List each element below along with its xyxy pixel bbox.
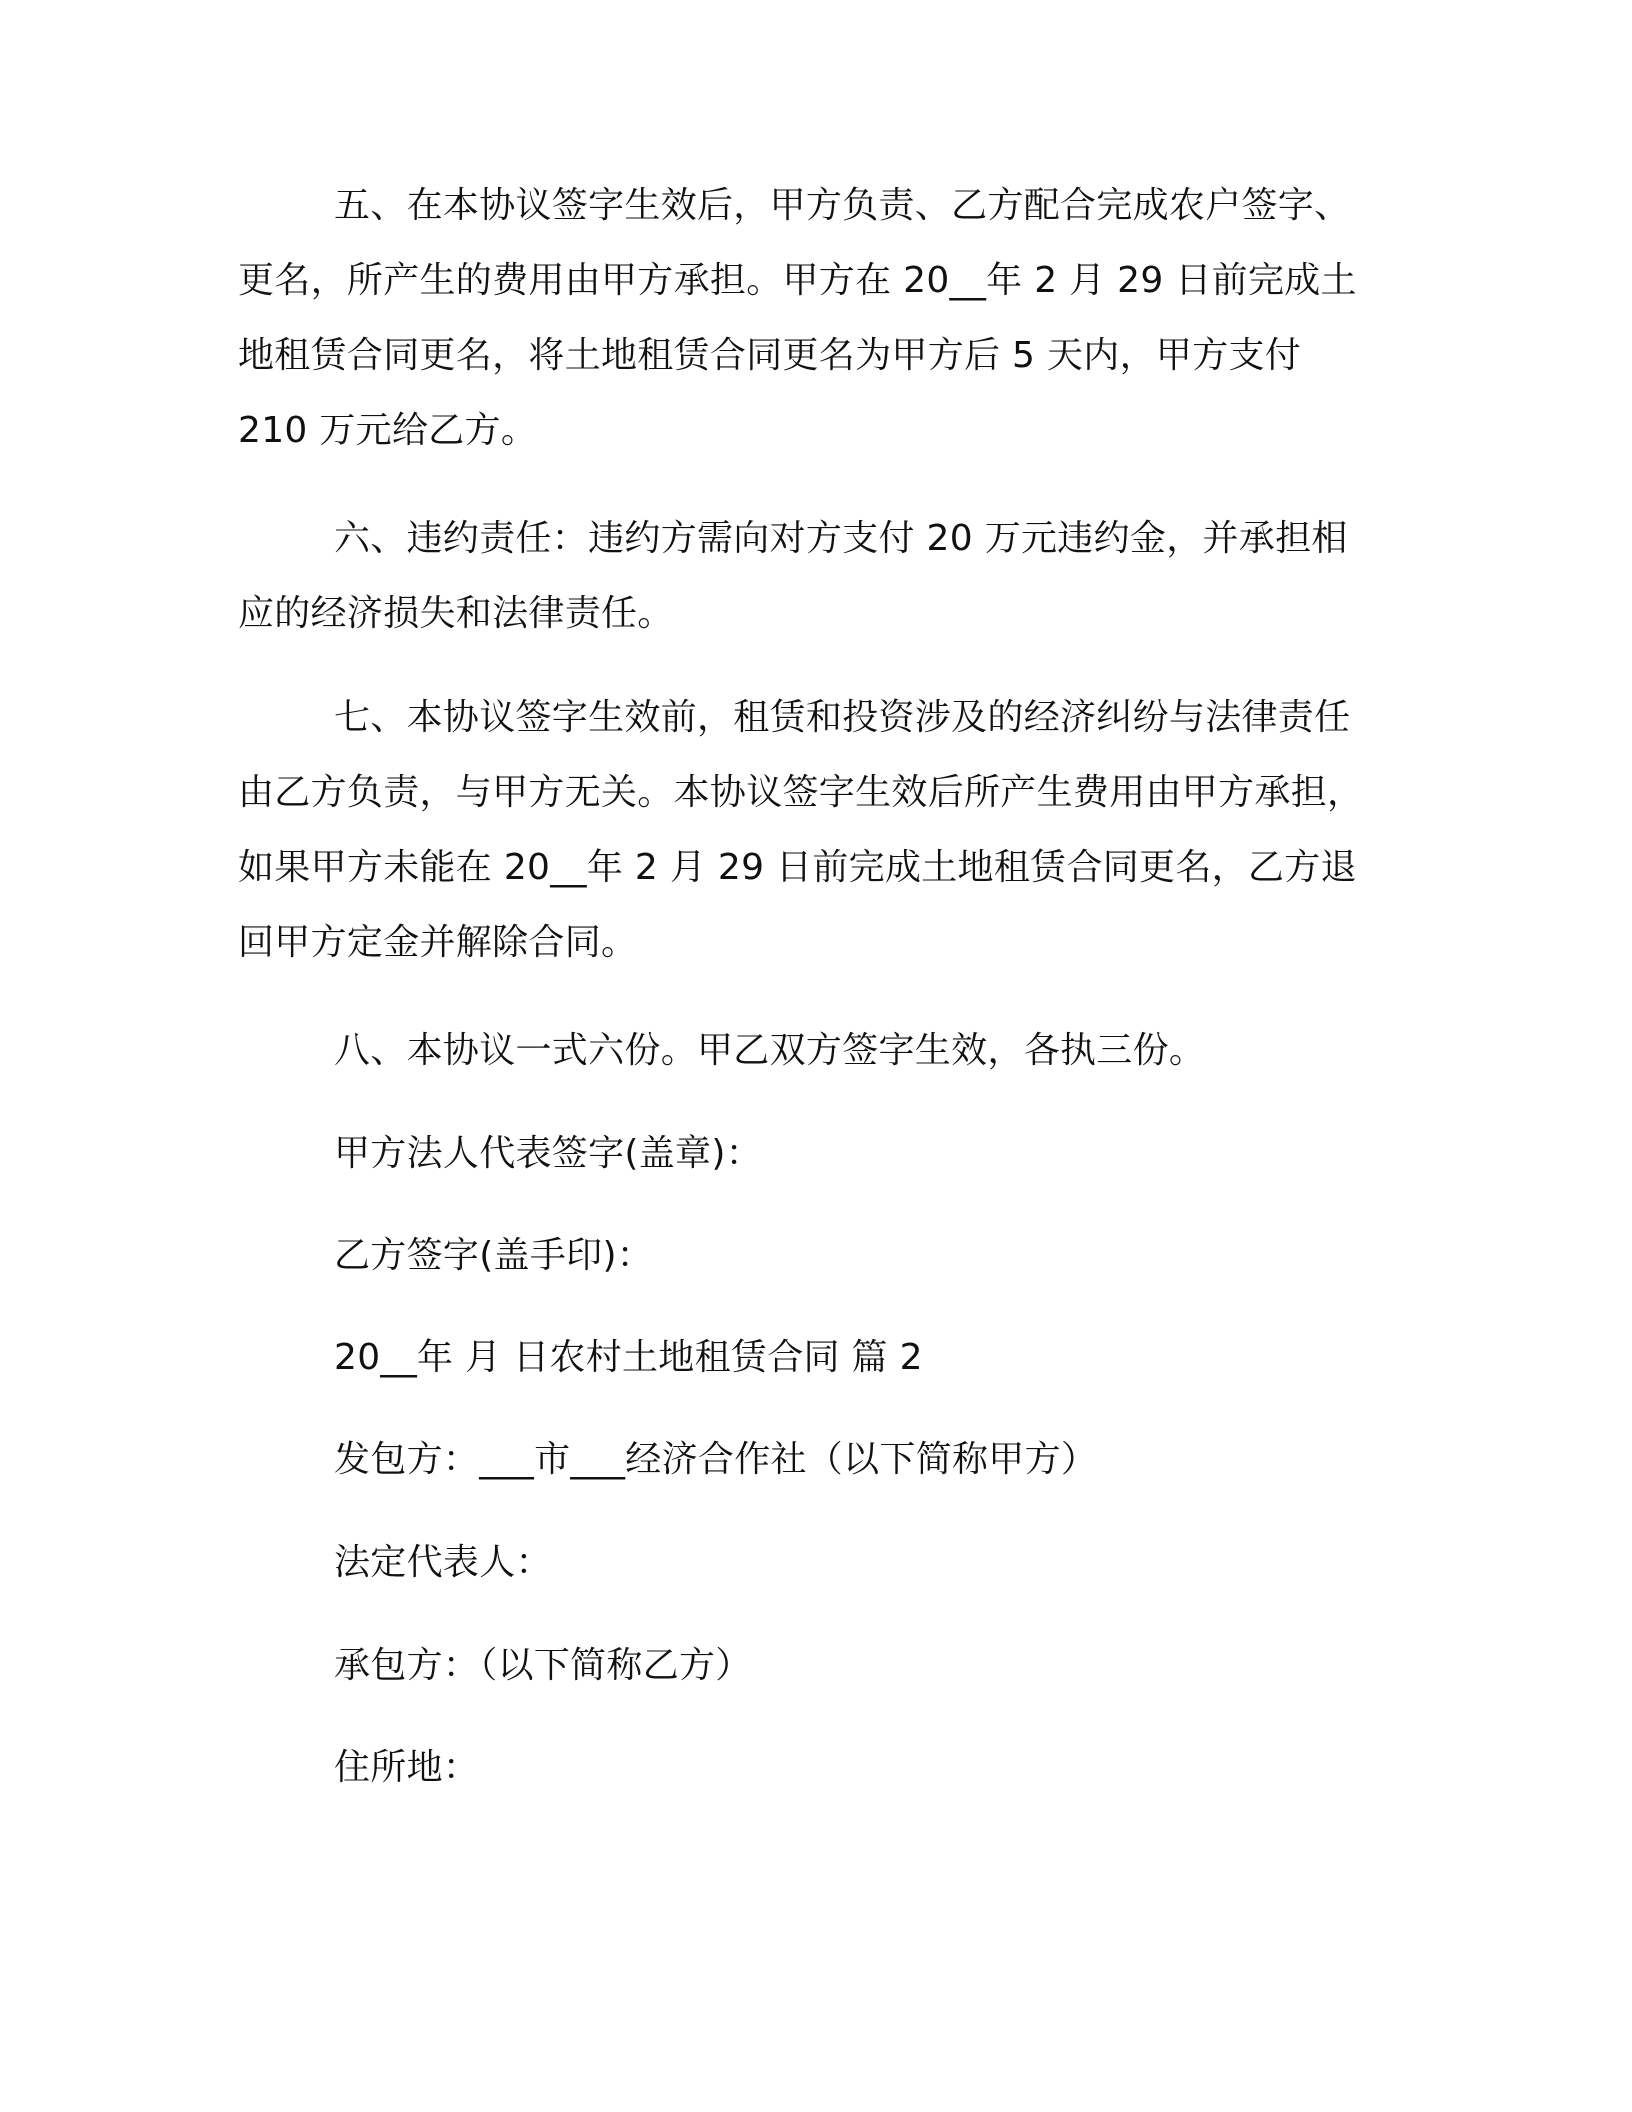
paragraph-7-line-3: 如果甲方未能在 20__年 2 月 29 日前完成土地租赁合同更名，乙方退 [238, 847, 1357, 888]
contractee-field: 承包方：（以下简称乙方） [334, 1645, 752, 1686]
paragraph-8: 八、本协议一式六份。甲乙双方签字生效，各执三份。 [334, 1030, 1206, 1071]
contractor-field: 发包方：___市___经济合作社（以下简称甲方） [334, 1439, 1098, 1480]
paragraph-6-line-1: 六、违约责任：违约方需向对方支付 20 万元违约金，并承担相 [334, 518, 1348, 559]
legal-representative-field: 法定代表人： [334, 1542, 552, 1583]
paragraph-5-line-2: 更名，所产生的费用由甲方承担。甲方在 20__年 2 月 29 日前完成土 [238, 260, 1357, 301]
paragraph-7-line-2: 由乙方负责，与甲方无关。本协议签字生效后所产生费用由甲方承担， [238, 772, 1364, 813]
party-b-signature-label: 乙方签字(盖手印)： [334, 1235, 654, 1276]
paragraph-7-line-1: 七、本协议签字生效前，租赁和投资涉及的经济纠纷与法律责任 [334, 697, 1351, 738]
paragraph-7-line-4: 回甲方定金并解除合同。 [238, 922, 638, 963]
residence-field: 住所地： [334, 1747, 480, 1788]
paragraph-5-line-4: 210 万元给乙方。 [238, 410, 538, 451]
paragraph-6-line-2: 应的经济损失和法律责任。 [238, 593, 674, 634]
party-a-signature-label: 甲方法人代表签字(盖章)： [334, 1133, 762, 1174]
paragraph-5-line-3: 地租赁合同更名，将土地租赁合同更名为甲方后 5 天内，甲方支付 [238, 335, 1302, 376]
date-and-section-heading: 20__年 月 日农村土地租赁合同 篇 2 [334, 1337, 923, 1378]
paragraph-5-line-1: 五、在本协议签字生效后，甲方负责、乙方配合完成农户签字、 [334, 185, 1351, 226]
